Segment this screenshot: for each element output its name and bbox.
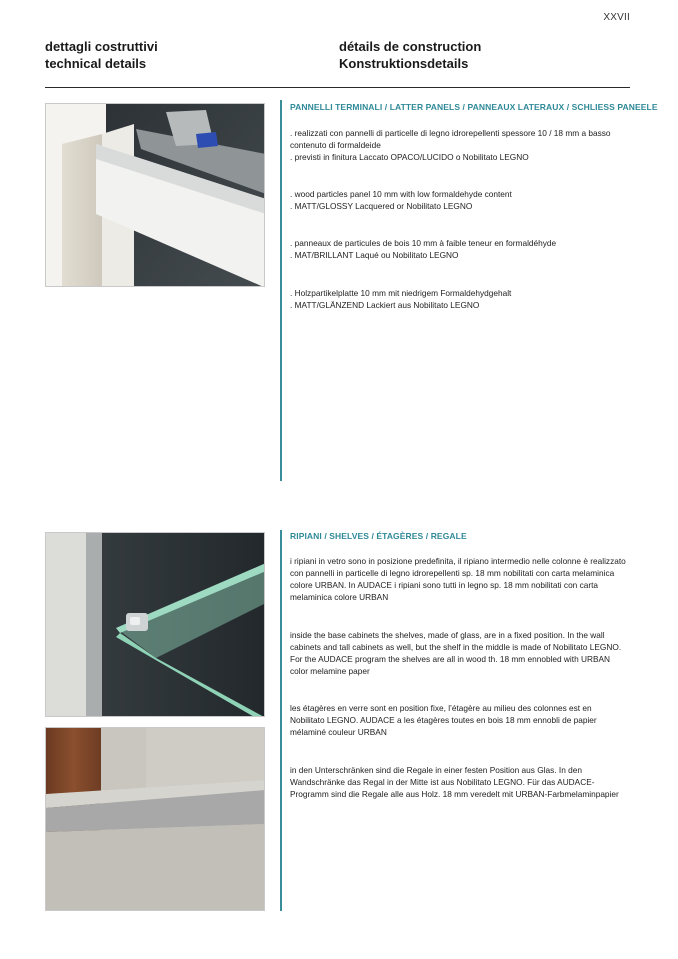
header-title-it: dettagli costruttivi <box>45 39 158 54</box>
section1-title: PANNELLI TERMINALI / LATTER PANELS / PANNEAUX LATERAUX / SCHLIESS PANEELE <box>290 102 658 112</box>
section1-accent-line <box>280 100 282 481</box>
page-number: XXVII <box>603 12 630 23</box>
wood-shelf-illustration <box>46 728 265 911</box>
section2-english-text: inside the base cabinets the shelves, made of glass, are in a fixed position. In the wall cabinets and tall cabinets as well, but the shelf in the middle is made of Nobilitato LEGNO. For the AUDACE program the shelves are all in wood th. 18 mm ennobled with URBAN color melamine paper <box>290 630 622 676</box>
header-title-de: Konstruktionsdetails <box>339 56 469 71</box>
side-panel-photo <box>45 103 265 287</box>
section2-german-text: in den Unterschränken sind die Regale in einer festen Position aus Glas. In den Wandschränke das Regal in der Mitte ist aus Nobilitato LEGNO. Für das AUDACE-Programm sind die Regale alle aus Holz. 18 mm veredelt mit URBAN-Farbmelaminpapier <box>290 765 619 799</box>
header-title-en: technical details <box>45 56 147 71</box>
glass-shelf-illustration <box>46 533 265 717</box>
section1-italian-text <box>290 127 628 163</box>
section1-it-line2: . previsti in finitura Laccato OPACO/LUCIDO o Nobilitato LEGNO <box>290 152 529 162</box>
section2-title: RIPIANI / SHELVES / ÉTAGÈRES / REGALE <box>290 531 467 541</box>
header-title-fr: détails de construction <box>339 39 482 54</box>
section1-en-line2: . MATT/GLOSSY Lacquered or Nobilitato LEGNO <box>290 201 473 211</box>
section2-italian-text: i ripiani in vetro sono in posizione predefinita, il ripiano intermedio nelle colonne è realizzato con pannelli in particelle di legno idrorepellenti sp. 18 mm nobilitati con carta melaminica colore URBAN. In AUDACE i ripiani sono tutti in legno sp. 18 mm nobilitati con carta melaminica colore URBAN <box>290 556 626 602</box>
section1-en-line1: . wood particles panel 10 mm with low formaldehyde content <box>290 189 512 199</box>
wood-shelf-photo <box>45 727 265 911</box>
header-left <box>45 38 158 72</box>
section1-de-line2: . MATT/GLÄNZEND Lackiert aus Nobilitato LEGNO <box>290 300 480 310</box>
section1-fr-line2: . MAT/BRILLANT Laqué ou Nobilitato LEGNO <box>290 250 459 260</box>
section1-english-text <box>290 188 628 212</box>
section1-fr-line1: . panneaux de particules de bois 10 mm à faible teneur en formaldéhyde <box>290 238 557 248</box>
section1-de-line1: . Holzpartikelplatte 10 mm mit niedrigem Formaldehydgehalt <box>290 288 512 298</box>
section1-french-text <box>290 237 628 261</box>
header-divider <box>45 87 630 88</box>
section1-it-line1: . realizzati con pannelli di particelle di legno idrorepellenti spessore 10 / 18 mm a basso contenuto di formaldeide <box>290 128 611 150</box>
glass-shelf-photo <box>45 532 265 717</box>
section2-accent-line <box>280 530 282 911</box>
side-panel-illustration <box>46 104 265 287</box>
header-right <box>339 38 481 72</box>
section1-german-text <box>290 287 628 311</box>
section2-french-text: les étagères en verre sont en position fixe, l’étagère au milieu des colonnes est en Nobilitato LEGNO. AUDACE a les étagères toutes en bois 18 mm ennobli de papier mélaminé couleur URBAN <box>290 703 597 737</box>
